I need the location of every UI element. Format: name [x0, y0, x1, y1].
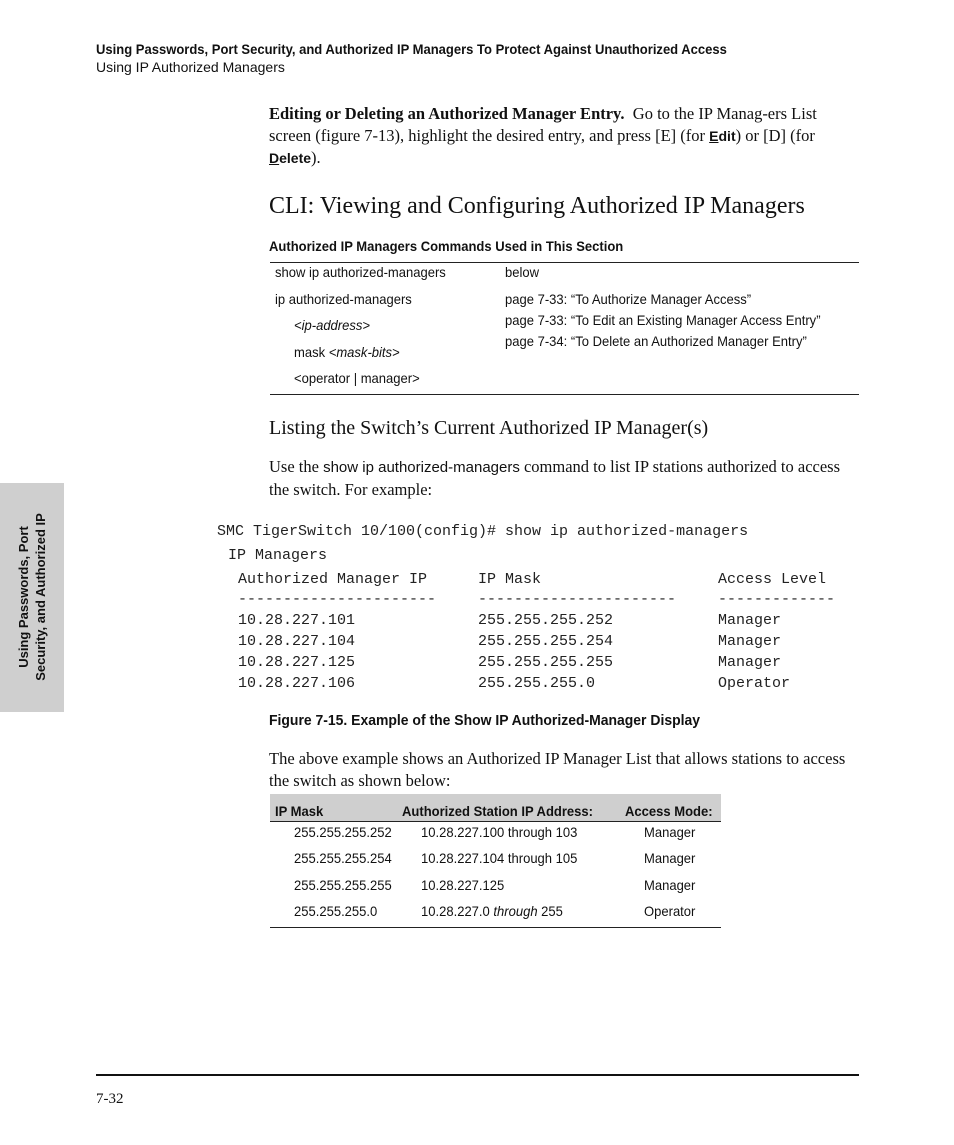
cli-row-level: Manager — [718, 612, 782, 629]
access-row-mode: Manager — [644, 824, 696, 840]
chapter-side-tab-label: Using Passwords, Port Security, and Authorized IP — [16, 513, 48, 681]
cli-dash-1: ---------------------- — [238, 591, 437, 608]
cmd-arg-mask: mask <mask-bits> — [294, 344, 400, 360]
cmd-arg-ip-address: <ip-address> — [294, 317, 370, 333]
access-row-addr: 10.28.227.0 through 255 — [421, 903, 563, 919]
access-row-addr: 10.28.227.104 through 105 — [421, 850, 578, 866]
inline-command: show ip authorized-managers — [323, 459, 520, 476]
cmd-show-ip-authorized-managers: show ip authorized-managers — [275, 264, 446, 280]
editing-paragraph: Editing or Deleting an Authorized Manager Entry. Go to the IP Manag-ers List screen (figure 7-13), highlight the desired entry, and press [E] (for Edit) or [D] (for Delete). — [269, 104, 817, 167]
commands-table-top-rule — [270, 262, 859, 263]
cli-row-mask: 255.255.255.255 — [478, 654, 614, 671]
section-heading: CLI: Viewing and Configuring Authorized IP Managers — [269, 193, 805, 219]
example-paragraph: The above example shows an Authorized IP Manager List that allows stations to access the switch as shown below: — [269, 749, 846, 790]
footer-rule — [96, 1074, 859, 1076]
access-table-col-access-mode: Access Mode: — [625, 803, 713, 819]
cli-row-level: Manager — [718, 633, 782, 650]
listing-paragraph: Use the show ip authorized-managers command to list IP stations authorized to access the switch. For example: — [269, 457, 841, 499]
access-row-mask: 255.255.255.255 — [294, 877, 392, 893]
cli-dash-2: ---------------------- — [478, 591, 677, 608]
cmd-ref-delete: page 7-34: “To Delete an Authorized Manager Entry” — [505, 333, 807, 349]
cmd-arg-operator-manager: <operator | manager> — [294, 370, 420, 386]
cli-col-ip-mask: IP Mask — [478, 571, 542, 588]
cli-row-mask: 255.255.255.0 — [478, 675, 596, 692]
access-row-addr: 10.28.227.100 through 103 — [421, 824, 578, 840]
cli-row-mask: 255.255.255.252 — [478, 612, 614, 629]
commands-table-caption: Authorized IP Managers Commands Used in This Section — [269, 238, 624, 254]
cli-dash-3: ------------- — [718, 591, 836, 608]
edit-key: Edit — [709, 128, 736, 144]
cli-row-level: Manager — [718, 654, 782, 671]
cmd-ref-below: below — [505, 264, 540, 280]
commands-table-bottom-rule — [270, 394, 859, 395]
access-table-bottom-rule — [270, 927, 721, 928]
cli-row-level: Operator — [718, 675, 791, 692]
cli-row-ip: 10.28.227.101 — [238, 612, 356, 629]
cli-row-ip: 10.28.227.106 — [238, 675, 356, 692]
access-row-addr: 10.28.227.125 — [421, 877, 505, 893]
delete-key: Delete — [269, 150, 312, 166]
running-header-title: Using Passwords, Port Security, and Authorized IP Managers To Protect Against Unauthorized Access — [96, 41, 727, 57]
page-number: 7-32 — [96, 1091, 124, 1107]
access-table-col-ip-mask: IP Mask — [275, 803, 324, 819]
cli-row-ip: 10.28.227.125 — [238, 654, 356, 671]
access-row-mask: 255.255.255.252 — [294, 824, 392, 840]
access-table-col-station-address: Authorized Station IP Address: — [402, 803, 593, 819]
access-row-mode: Manager — [644, 850, 696, 866]
subsection-heading: Listing the Switch’s Current Authorized IP Manager(s) — [269, 417, 709, 439]
cli-prompt-line: SMC TigerSwitch 10/100(config)# show ip authorized-managers — [217, 523, 749, 540]
figure-caption: Figure 7-15. Example of the Show IP Authorized-Manager Display — [269, 712, 700, 729]
cli-row-ip: 10.28.227.104 — [238, 633, 356, 650]
editing-text-1: Go to the IP Manag-ers List screen (figure 7-13), highlight the desired entry, and press [E] (for — [269, 104, 817, 145]
cli-section-title: IP Managers — [228, 547, 328, 564]
cmd-ref-edit: page 7-33: “To Edit an Existing Manager Access Entry” — [505, 312, 821, 328]
access-row-mask: 255.255.255.254 — [294, 850, 392, 866]
editing-lead: Editing or Deleting an Authorized Manager Entry. — [269, 104, 625, 123]
cli-col-access-level: Access Level — [718, 571, 827, 588]
cmd-ip-authorized-managers: ip authorized-managers — [275, 291, 412, 307]
running-header-subtitle: Using IP Authorized Managers — [96, 59, 285, 75]
cli-col-authorized-ip: Authorized Manager IP — [238, 571, 428, 588]
cli-row-mask: 255.255.255.254 — [478, 633, 614, 650]
access-row-mode: Manager — [644, 877, 696, 893]
access-row-mode: Operator — [644, 903, 696, 919]
cmd-ref-authorize: page 7-33: “To Authorize Manager Access” — [505, 291, 752, 307]
access-row-mask: 255.255.255.0 — [294, 903, 378, 919]
